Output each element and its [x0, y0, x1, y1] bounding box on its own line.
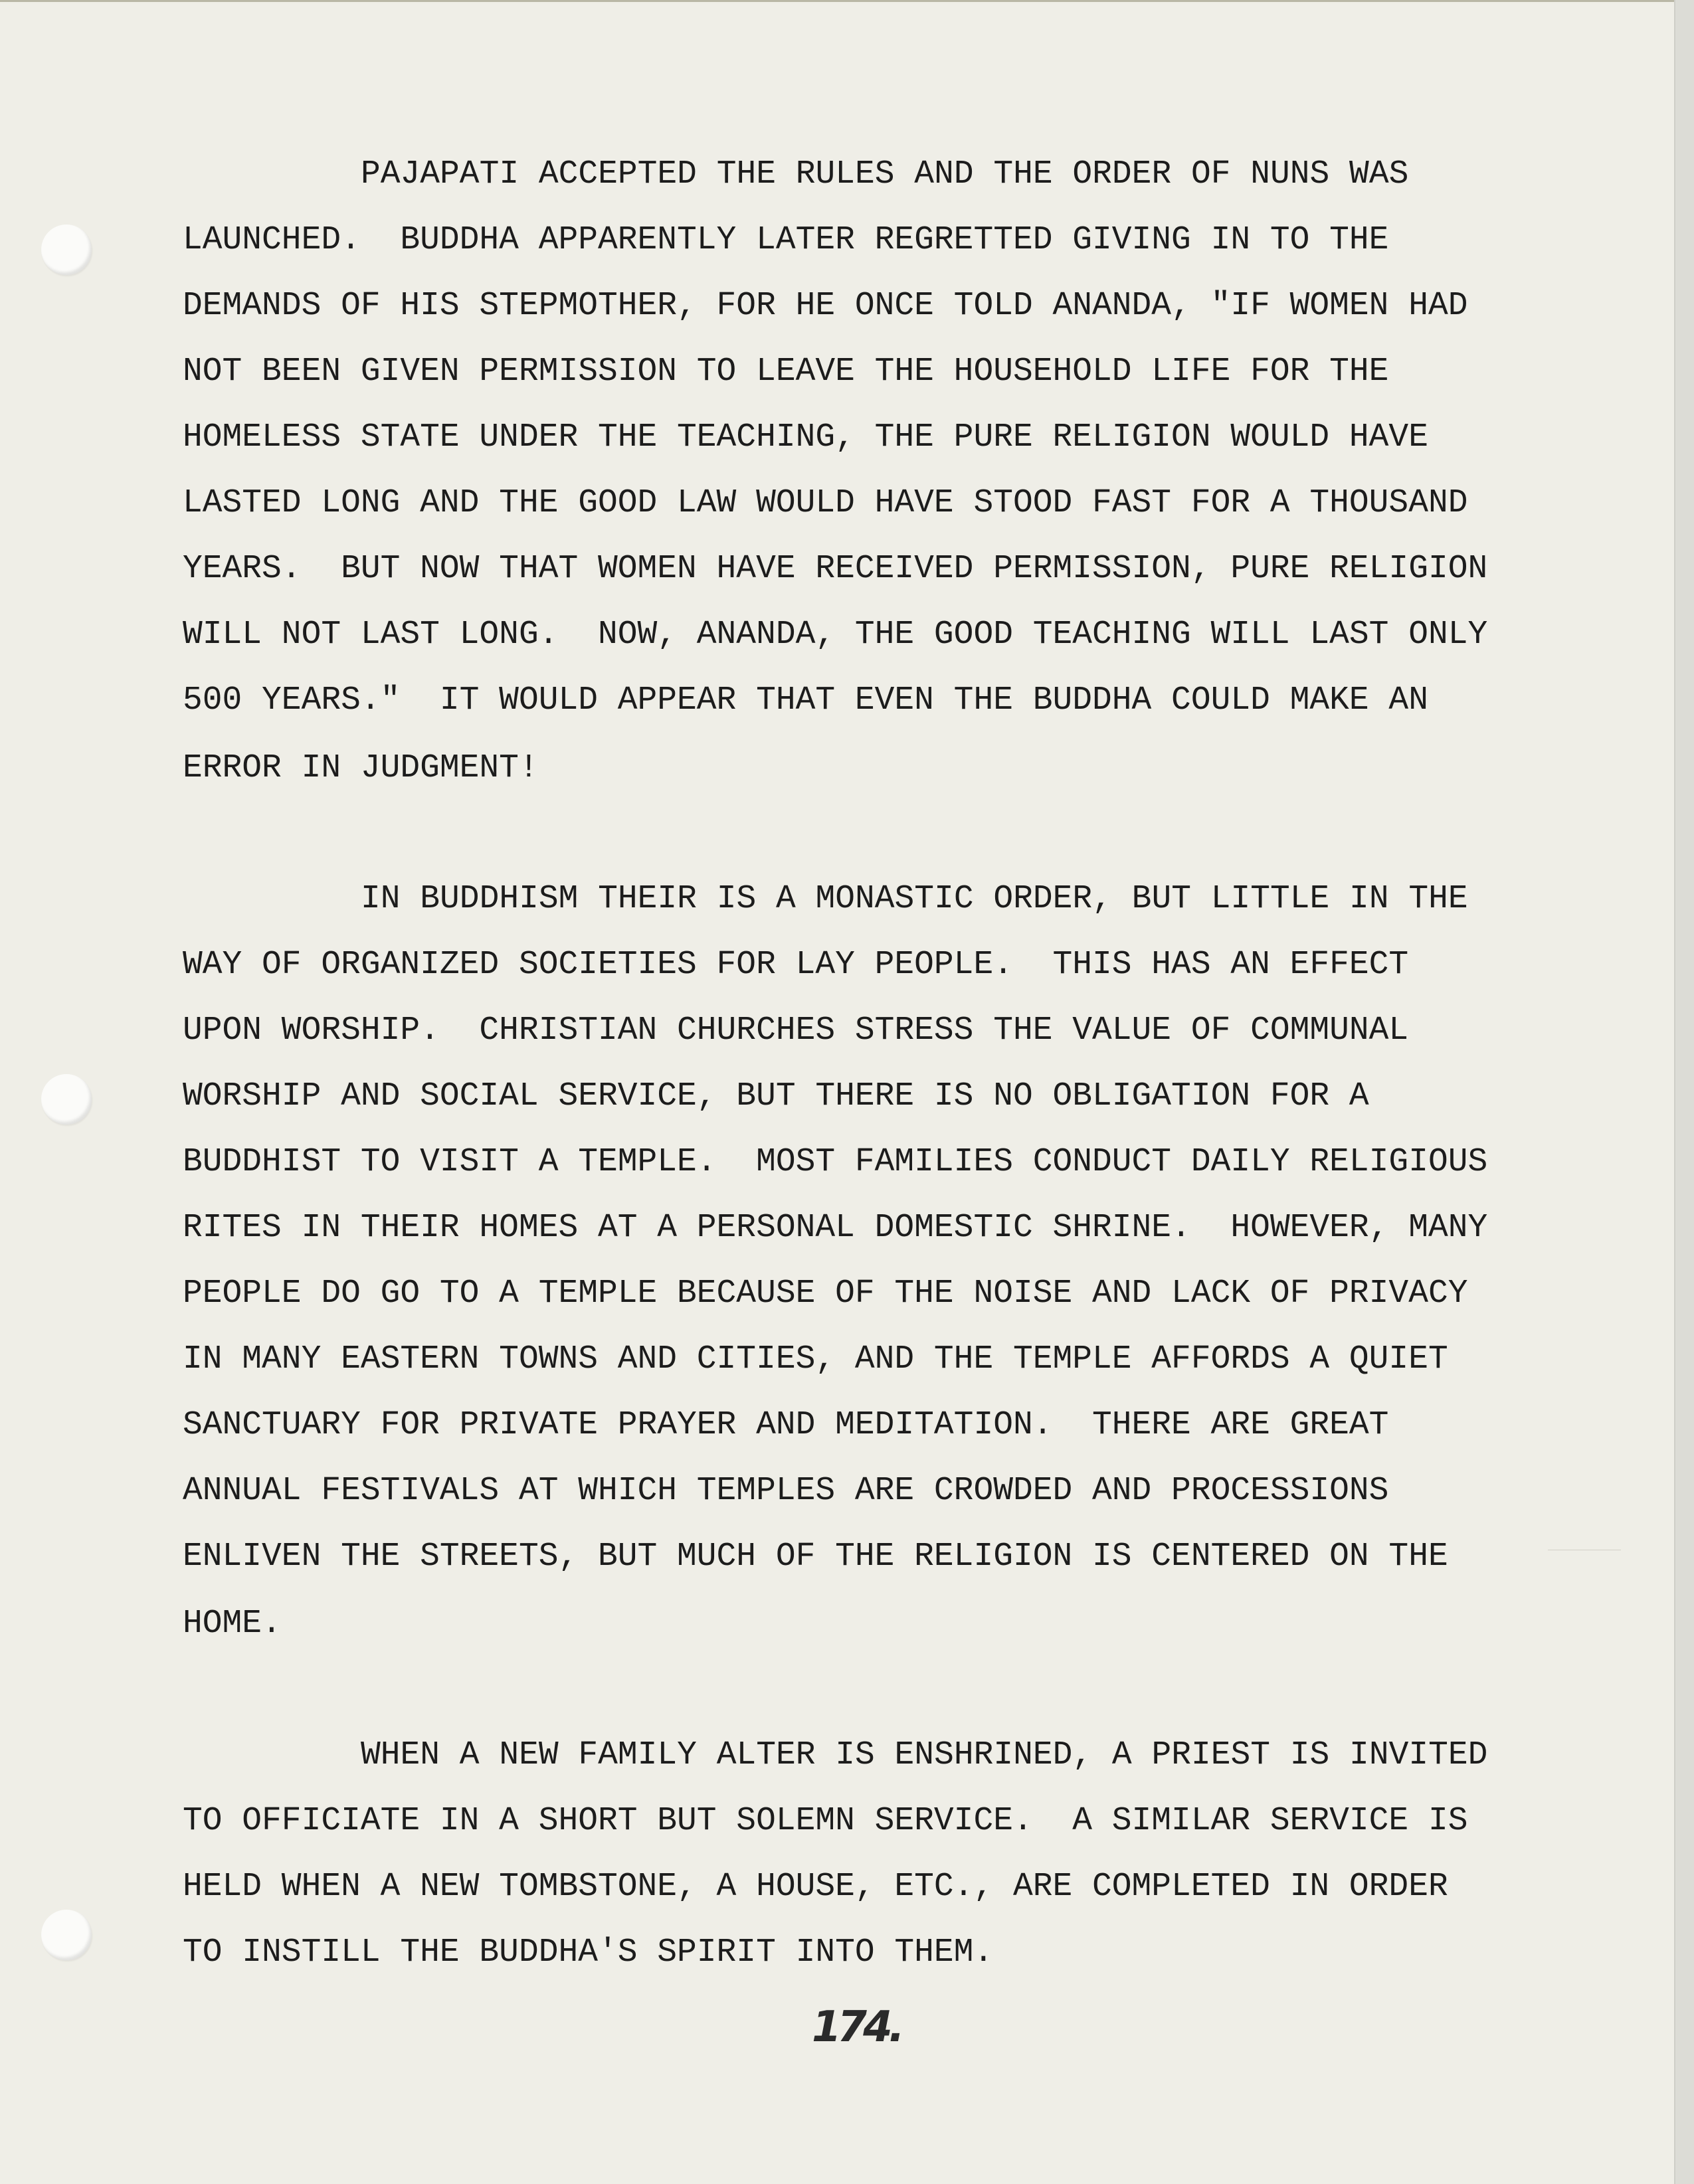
text-line: HOMELESS STATE UNDER THE TEACHING, THE PURE RELIGION WOULD HAVE	[183, 418, 1428, 456]
punch-hole-middle	[41, 1074, 92, 1125]
text-line: WILL NOT LAST LONG. NOW, ANANDA, THE GOOD TEACHING WILL LAST ONLY	[183, 616, 1488, 654]
punch-hole-bottom	[41, 1910, 92, 1960]
text-line: UPON WORSHIP. CHRISTIAN CHURCHES STRESS THE VALUE OF COMMUNAL	[183, 1012, 1409, 1049]
scanner-edge-strip	[1674, 0, 1694, 2184]
text-line: TO INSTILL THE BUDDHA'S SPIRIT INTO THEM.	[183, 1934, 994, 1971]
page-top-edge	[0, 0, 1674, 2]
text-line: TO OFFICIATE IN A SHORT BUT SOLEMN SERVICE. A SIMILAR SERVICE IS	[183, 1802, 1468, 1840]
text-line: WORSHIP AND SOCIAL SERVICE, BUT THERE IS NO OBLIGATION FOR A	[183, 1077, 1369, 1115]
text-line: IN BUDDHISM THEIR IS A MONASTIC ORDER, BUT LITTLE IN THE	[361, 880, 1468, 918]
text-line: WAY OF ORGANIZED SOCIETIES FOR LAY PEOPLE. THIS HAS AN EFFECT	[183, 946, 1409, 984]
text-line: BUDDHIST TO VISIT A TEMPLE. MOST FAMILIES CONDUCT DAILY RELIGIOUS	[183, 1143, 1488, 1181]
text-line: HOME.	[183, 1605, 282, 1643]
text-line: LASTED LONG AND THE GOOD LAW WOULD HAVE STOOD FAST FOR A THOUSAND	[183, 484, 1468, 522]
text-line: IN MANY EASTERN TOWNS AND CITIES, AND THE TEMPLE AFFORDS A QUIET	[183, 1340, 1448, 1378]
text-line: 500 YEARS." IT WOULD APPEAR THAT EVEN THE BUDDHA COULD MAKE AN	[183, 682, 1428, 719]
text-line: YEARS. BUT NOW THAT WOMEN HAVE RECEIVED PERMISSION, PURE RELIGION	[183, 550, 1488, 588]
text-line: LAUNCHED. BUDDHA APPARENTLY LATER REGRETTED GIVING IN TO THE	[183, 221, 1389, 259]
text-line: PEOPLE DO GO TO A TEMPLE BECAUSE OF THE NOISE AND LACK OF PRIVACY	[183, 1275, 1468, 1313]
text-line: ENLIVEN THE STREETS, BUT MUCH OF THE RELIGION IS CENTERED ON THE	[183, 1538, 1448, 1576]
text-line: NOT BEEN GIVEN PERMISSION TO LEAVE THE HOUSEHOLD LIFE FOR THE	[183, 353, 1389, 391]
text-line: ANNUAL FESTIVALS AT WHICH TEMPLES ARE CROWDED AND PROCESSIONS	[183, 1472, 1389, 1510]
text-line: SANCTUARY FOR PRIVATE PRAYER AND MEDITATION. THERE ARE GREAT	[183, 1406, 1389, 1444]
text-line: RITES IN THEIR HOMES AT A PERSONAL DOMESTIC SHRINE. HOWEVER, MANY	[183, 1209, 1488, 1247]
text-line: HELD WHEN A NEW TOMBSTONE, A HOUSE, ETC., ARE COMPLETED IN ORDER	[183, 1868, 1448, 1906]
text-line: DEMANDS OF HIS STEPMOTHER, FOR HE ONCE TOLD ANANDA, "IF WOMEN HAD	[183, 287, 1468, 325]
text-line: WHEN A NEW FAMILY ALTER IS ENSHRINED, A PRIEST IS INVITED	[361, 1736, 1488, 1774]
text-line: PAJAPATI ACCEPTED THE RULES AND THE ORDER OF NUNS WAS	[361, 155, 1409, 193]
page-number: 174.	[812, 2003, 901, 2052]
punch-hole-top	[41, 225, 92, 275]
text-line: ERROR IN JUDGMENT!	[183, 749, 539, 787]
